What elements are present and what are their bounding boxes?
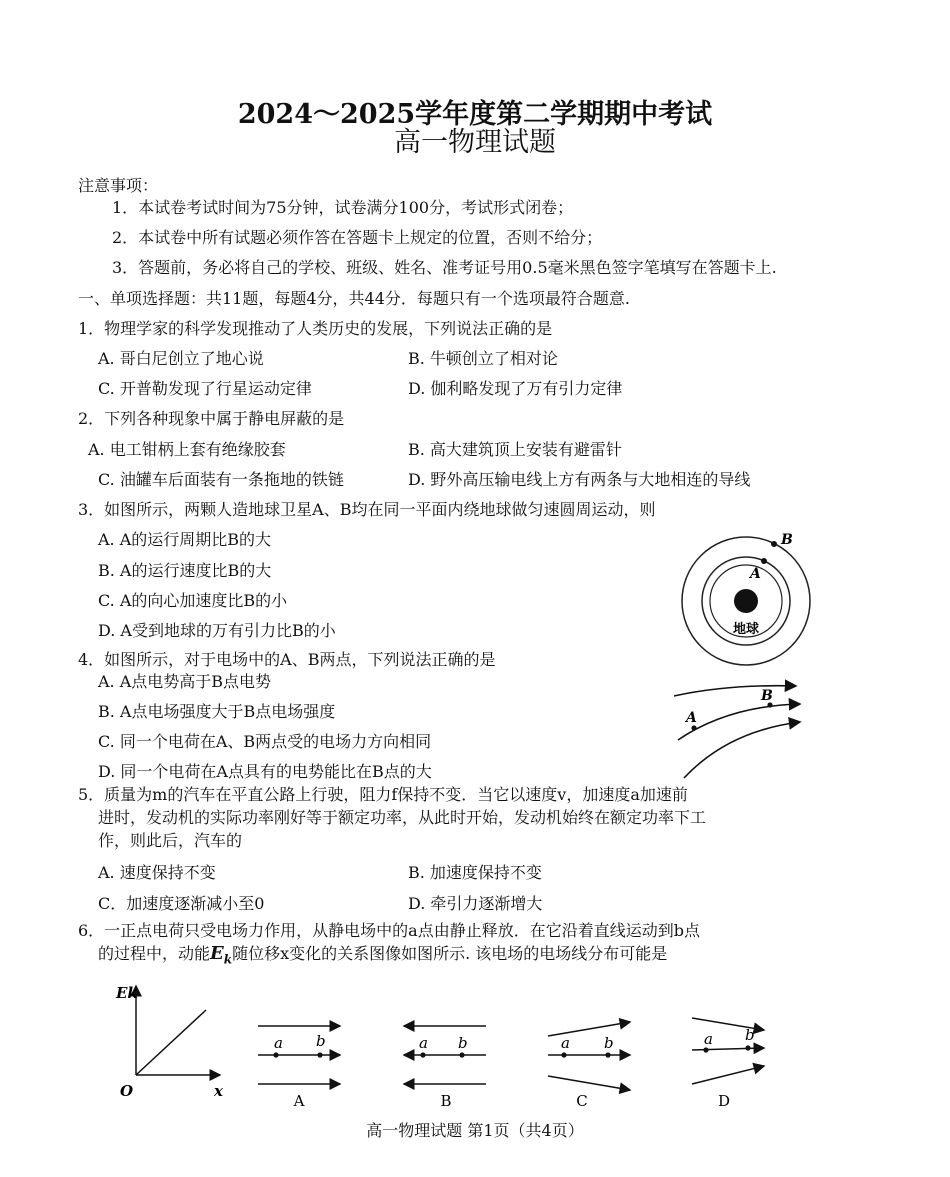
- earth-label: 地球: [732, 622, 760, 637]
- caption-b: B: [440, 1092, 452, 1110]
- graph-y-label: Ek: [116, 984, 138, 1002]
- option-d: D. 野外高压输电线上方有两条与大地相连的导线: [408, 470, 751, 489]
- option-b: B. 加速度保持不变: [408, 863, 542, 882]
- field-option-b: [404, 1026, 486, 1110]
- option-a: A. A的运行周期比B的大: [98, 530, 272, 549]
- section-heading: 一、单项选择题：共11题，每题4分，共44分．每题只有一个选项最符合题意.: [78, 289, 630, 308]
- graph-origin: O: [120, 1082, 134, 1100]
- exam-subtitle: 高一物理试题: [394, 127, 556, 158]
- label-a: a: [561, 1034, 570, 1052]
- label-b: b: [458, 1034, 468, 1052]
- option-b: B. A的运行速度比B的大: [98, 561, 272, 580]
- question-stem-line-1: 5．质量为m的汽车在平直公路上行驶，阻力f保持不变．当它以速度v，加速度a加速前: [78, 785, 688, 804]
- point-a: [691, 725, 696, 730]
- ek-symbol-e: E: [210, 943, 224, 964]
- point-b: [459, 1052, 464, 1057]
- label-a: a: [704, 1030, 713, 1048]
- label-a: a: [274, 1034, 283, 1052]
- ek-symbol-k: k: [223, 952, 233, 967]
- question-stem: 2．下列各种现象中属于静电屏蔽的是: [78, 409, 345, 428]
- label-a: A: [686, 710, 697, 726]
- option-d: D. 同一个电荷在A点具有的电势能比在B点的大: [98, 762, 432, 781]
- point-a: [273, 1052, 278, 1057]
- field-line: [548, 1076, 630, 1090]
- point-b: [317, 1052, 322, 1057]
- question-stem: 4．如图所示，对于电场中的A、B两点，下列说法正确的是: [78, 650, 496, 669]
- field-option-d: [692, 1018, 764, 1110]
- field-option-a: [258, 1026, 340, 1110]
- label-b: B: [781, 532, 793, 548]
- graph-line: [136, 1010, 206, 1075]
- question-stem: 3．如图所示，两颗人造地球卫星A、B均在同一平面内绕地球做匀速圆周运动，则: [78, 500, 656, 519]
- option-c: C. 同一个电荷在A、B两点受的电场力方向相同: [98, 732, 432, 751]
- option-c: C．加速度逐渐减小至0: [98, 894, 265, 913]
- ek-symbol: [210, 943, 233, 967]
- question-stem: 1．物理学家的科学发现推动了人类历史的发展，下列说法正确的是: [78, 319, 553, 338]
- option-d: D. 牵引力逐渐增大: [408, 894, 543, 913]
- q6-figures: [108, 978, 768, 1112]
- point-b: [605, 1052, 610, 1057]
- option-b: B. 牛顿创立了相对论: [408, 349, 558, 368]
- ek-x-graph: [115, 984, 224, 1100]
- point-a: [420, 1052, 425, 1057]
- option-d: D. 伽利略发现了万有引力定律: [408, 379, 623, 398]
- caption-c: C: [576, 1092, 588, 1110]
- option-c: C. A的向心加速度比B的小: [98, 591, 288, 610]
- point-a: [561, 1052, 566, 1057]
- option-b: B. 高大建筑顶上安装有避雷针: [408, 440, 622, 459]
- option-c: C. 开普勒发现了行星运动定律: [98, 379, 312, 398]
- label-a: A: [750, 566, 761, 582]
- note-item-2: 2．本试卷中所有试题必须作答在答题卡上规定的位置，否则不给分；: [112, 228, 603, 247]
- satellite-a: [761, 558, 767, 564]
- label-b: b: [316, 1032, 326, 1050]
- option-a: A. 哥白尼创立了地心说: [98, 349, 264, 368]
- label-b: b: [745, 1026, 755, 1044]
- field-line-top: [674, 686, 796, 696]
- field-option-c: [548, 1022, 630, 1110]
- field-line: [692, 1048, 764, 1050]
- satellite-b: [771, 541, 777, 547]
- option-a: A. A点电势高于B点电势: [98, 672, 272, 691]
- field-line: [692, 1066, 764, 1084]
- orbit-figure: [678, 526, 828, 676]
- question-stem-line-2: [98, 944, 667, 970]
- question-stem-line-3: 作，则此后，汽车的: [98, 831, 243, 850]
- note-item-3: 3．答题前，务必将自己的学校、班级、姓名、准考证号用0.5毫米黑色签字笔填写在答题卡上.: [112, 258, 777, 277]
- question-stem-line-1: 6．一正点电荷只受电场力作用，从静电场中的a点由静止释放．在它沿着直线运动到b点: [78, 921, 700, 940]
- label-b: b: [604, 1034, 614, 1052]
- stem-part-1: 的过程中，动能: [98, 944, 211, 963]
- option-a: A. 速度保持不变: [98, 863, 216, 882]
- label-b: B: [761, 688, 773, 704]
- earth-core: [734, 589, 758, 613]
- field-line-bottom: [684, 722, 800, 778]
- caption-d: D: [717, 1092, 731, 1110]
- page-footer: 高一物理试题 第1页（共4页）: [366, 1121, 584, 1140]
- option-a: A. 电工钳柄上套有绝缘胶套: [88, 440, 286, 459]
- label-a: a: [419, 1034, 428, 1052]
- point-b: [745, 1045, 750, 1050]
- exam-title: 2024～2025学年度第二学期期中考试: [237, 99, 713, 130]
- notes-heading: 注意事项：: [78, 176, 159, 195]
- question-stem-line-2: 进时，发动机的实际功率刚好等于额定功率，从此时开始，发动机始终在额定功率下工: [98, 808, 707, 827]
- point-a: [703, 1047, 708, 1052]
- graph-x-label: x: [214, 1082, 223, 1100]
- option-b: B. A点电场强度大于B点电场强度: [98, 702, 336, 721]
- option-c: C. 油罐车后面装有一条拖地的铁链: [98, 470, 344, 489]
- stem-part-2: 随位移x变化的关系图像如图所示. 该电场的电场线分布可能是: [232, 944, 668, 963]
- field-lines-figure: [668, 676, 808, 780]
- caption-a: A: [293, 1092, 305, 1110]
- option-d: D. A受到地球的万有引力比B的小: [98, 621, 336, 640]
- note-item-1: 1．本试卷考试时间为75分钟，试卷满分100分，考试形式闭卷；: [112, 198, 574, 217]
